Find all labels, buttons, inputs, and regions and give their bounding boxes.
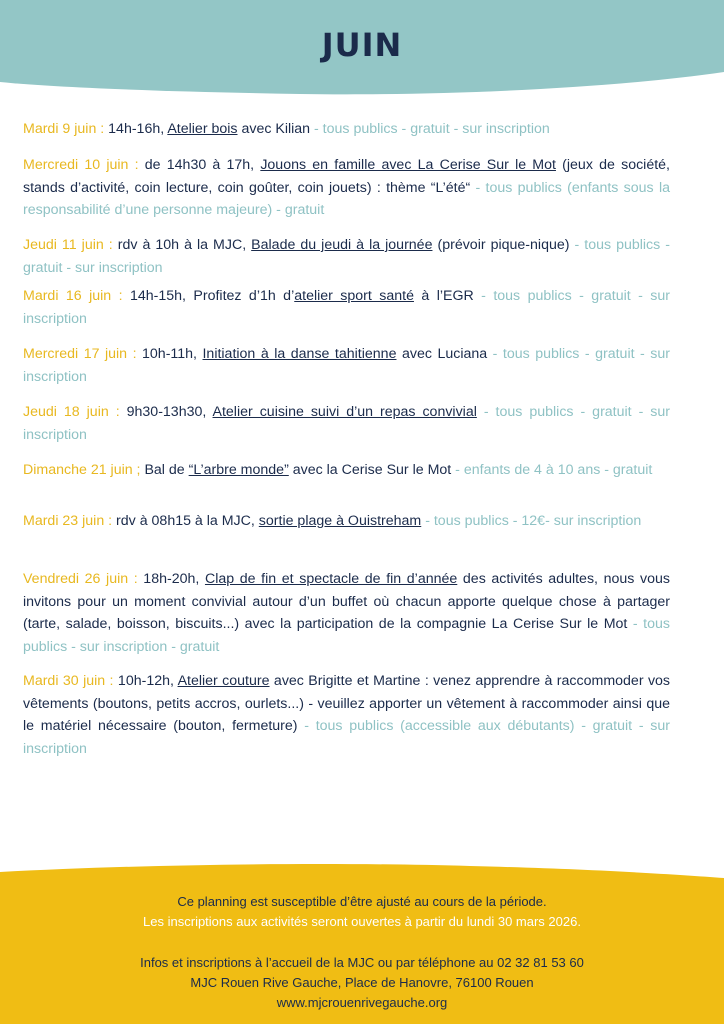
event-activity-link[interactable]: Atelier cuisine suivi d’un repas convivial: [212, 404, 477, 420]
event-activity-link[interactable]: Atelier couture: [177, 673, 270, 689]
event-meta: - tous publics (accessible aux débutants) - gratuit - sur inscription: [23, 718, 670, 757]
event-item: [23, 459, 670, 482]
event-meta: - tous publics - gratuit - sur inscription: [23, 404, 670, 443]
event-details: (jeux de société, stands d’activité, coin lecture, coin goûter, coin jouets) : thème “L’été“: [23, 157, 670, 196]
event-time: 10h-11h,: [136, 346, 203, 362]
event-details: avec Kilian: [237, 121, 311, 137]
event-details: (prévoir pique-nique): [432, 237, 570, 253]
footer-website-link[interactable]: www.mjcrouenrivegauche.org: [276, 995, 448, 1010]
event-time: Bal de: [140, 462, 189, 478]
event-meta: - tous publics - gratuit - sur inscription: [23, 288, 671, 327]
footer-address: MJC Rouen Rive Gauche, Place de Hanovre, 76100 Rouen: [190, 975, 534, 990]
event-details: avec Luciana: [396, 346, 488, 362]
event-time: de 14h30 à 17h,: [138, 157, 261, 173]
event-activity-link[interactable]: Initiation à la danse tahitienne: [202, 346, 397, 362]
event-item: [23, 670, 670, 760]
event-date: Dimanche 21 juin ;: [23, 462, 141, 478]
event-item: [23, 118, 670, 141]
event-details: à l’EGR: [413, 288, 474, 304]
event-meta: - tous publics - sur inscription - gratuit: [23, 616, 670, 655]
event-item: [23, 568, 670, 658]
event-time: 14h-16h,: [104, 121, 168, 137]
event-meta: - tous publics (enfants sous la responsabilité d’une personne majeure) - gratuit: [23, 179, 670, 218]
event-meta: - tous publics - 12€- sur inscription: [425, 513, 642, 529]
event-item: [23, 401, 670, 446]
event-details: avec la Cerise Sur le Mot: [288, 462, 452, 478]
event-time: 10h-12h,: [113, 673, 178, 689]
event-time: 18h-20h,: [137, 571, 205, 587]
event-item: [23, 234, 670, 279]
footer-registration-note: Les inscriptions aux activités seront ouvertes à partir du lundi 30 mars 2026.: [143, 914, 581, 929]
event-activity-link[interactable]: “L’arbre monde”: [188, 462, 289, 478]
event-time: rdv à 10h à la MJC,: [112, 237, 252, 253]
event-activity-link[interactable]: sortie plage à Ouistreham: [258, 513, 422, 529]
event-date: Vendredi 26 juin :: [23, 571, 138, 587]
event-date: Jeudi 18 juin :: [23, 404, 120, 420]
event-meta: - enfants de 4 à 10 ans - gratuit: [451, 462, 653, 478]
event-meta: - tous publics - gratuit - sur inscription: [310, 121, 550, 137]
event-activity-link[interactable]: Atelier bois: [167, 121, 238, 137]
event-details: des activités adultes, nous vous invitons pour un moment convivial autour d’un buffet où chacun apporte quelque chose à partager (tarte, salade, boisson, biscuits...) avec la participation de la compagnie La Cerise Sur le Mot: [23, 571, 670, 632]
event-activity-link[interactable]: Jouons en famille avec La Cerise Sur le Mot: [260, 157, 556, 173]
event-time: 14h-15h, Profitez d’1h d’: [122, 288, 295, 304]
event-item: [23, 343, 670, 388]
event-activity-link[interactable]: Balade du jeudi à la journée: [251, 237, 433, 253]
event-time: rdv à 08h15 à la MJC,: [112, 513, 259, 529]
event-activity-link[interactable]: Clap de fin et spectacle de fin d’année: [204, 571, 458, 587]
event-date: Mardi 23 juin :: [23, 513, 113, 529]
event-date: Jeudi 11 juin :: [23, 237, 113, 253]
footer-contact-info: Infos et inscriptions à l’accueil de la MJC ou par téléphone au 02 32 81 53 60: [140, 955, 584, 970]
event-item: [23, 285, 670, 330]
event-date: Mardi 16 juin :: [23, 288, 123, 304]
event-meta: - tous publics - gratuit - sur inscription: [23, 346, 670, 385]
footer-notice: Ce planning est susceptible d’être ajusté au cours de la période.: [177, 894, 547, 909]
event-time: 9h30-13h30,: [119, 404, 213, 420]
event-date: Mercredi 17 juin :: [23, 346, 137, 362]
event-date: Mardi 9 juin :: [23, 121, 105, 137]
event-date: Mercredi 10 juin :: [23, 157, 139, 173]
event-item: [23, 510, 670, 533]
event-item: [23, 154, 670, 222]
page-title: JUIN: [321, 26, 403, 64]
event-date: Mardi 30 juin :: [23, 673, 114, 689]
event-meta: - tous publics - gratuit - sur inscription: [23, 237, 670, 276]
event-details: avec Brigitte et Martine : venez apprendre à raccommoder vos vêtements (boutons, petits accros, ourlets...) - veuillez apporter un vêtement à raccommoder ainsi que le matériel nécessaire (bouton, fermeture): [23, 673, 671, 734]
event-activity-link[interactable]: atelier sport santé: [294, 288, 414, 304]
